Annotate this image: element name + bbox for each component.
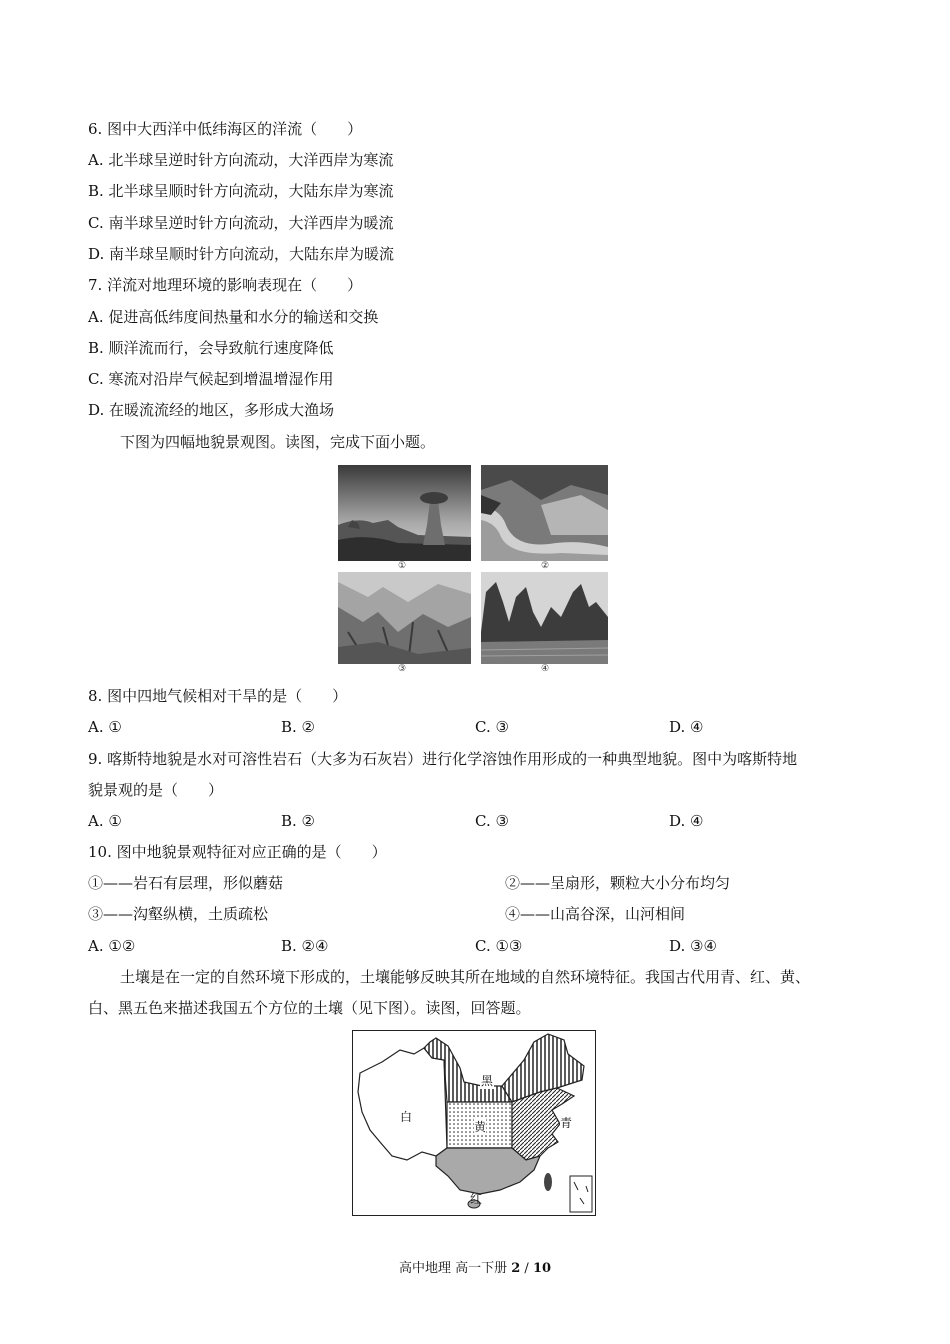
- q10-option-a: A. ①②: [88, 937, 136, 955]
- q6-option-b: B. 北半球呈顺时针方向流动，大陆东岸为寒流: [88, 182, 394, 200]
- landform-photo-4: [481, 572, 608, 664]
- taiwan-island: [544, 1173, 552, 1191]
- q9-option-a: A. ①: [88, 812, 122, 830]
- page-footer: [0, 1257, 950, 1276]
- q6-option-c: C. 南半球呈逆时针方向流动，大洋西岸为暖流: [88, 214, 394, 232]
- q9-stem-line1: 9. 喀斯特地貌是水对可溶性岩石（大多为石灰岩）进行化学溶蚀作用形成的一种典型地貌。图中为喀斯特地: [88, 750, 798, 768]
- landform-photo-1: [338, 465, 471, 561]
- q9-option-d: D. ④: [669, 812, 704, 830]
- q8-option-b: B. ②: [281, 718, 316, 736]
- q7-option-d: D. 在暖流流经的地区，多形成大渔场: [88, 401, 335, 419]
- q10-option-d: D. ③④: [669, 937, 717, 955]
- photo-label-1: ①: [398, 561, 407, 571]
- map-label-white: 白: [400, 1110, 413, 1124]
- q6-option-a: A. 北半球呈逆时针方向流动，大洋西岸为寒流: [88, 151, 394, 169]
- map-label-red: 红: [470, 1192, 483, 1206]
- map-label-black: 黑: [481, 1074, 494, 1088]
- footer-page-number: 2: [511, 1261, 521, 1276]
- q7-stem: 7. 洋流对地理环境的影响表现在（ ）: [88, 276, 363, 294]
- q10-feature-1: ①——岩石有层理，形似蘑菇: [88, 874, 284, 892]
- footer-total-pages: 10: [532, 1261, 552, 1276]
- map-label-yellow: 黄: [474, 1120, 487, 1134]
- q8-option-d: D. ④: [669, 718, 704, 736]
- q8-option-a: A. ①: [88, 718, 122, 736]
- footer-separator: /: [520, 1261, 533, 1276]
- landform-intro: 下图为四幅地貌景观图。读图，完成下面小题。: [120, 433, 436, 451]
- q10-option-c: C. ①③: [475, 937, 523, 955]
- q6-option-d: D. 南半球呈顺时针方向流动，大陆东岸为暖流: [88, 245, 395, 263]
- landform-photo-3: [338, 572, 471, 664]
- q7-option-a: A. 促进高低纬度间热量和水分的输送和交换: [88, 308, 379, 326]
- landform-photo-2: [481, 465, 608, 561]
- map-label-cyan: 青: [560, 1116, 573, 1130]
- footer-text: 高中地理 高一下册: [398, 1261, 512, 1276]
- q9-option-c: C. ③: [475, 812, 509, 830]
- q8-option-c: C. ③: [475, 718, 509, 736]
- south-china-sea-inset: [570, 1176, 592, 1212]
- soil-intro-line1: 土壤是在一定的自然环境下形成的，土壤能够反映其所在地域的自然环境特征。我国古代用青、红、黄、: [120, 968, 811, 986]
- soil-intro-line2: 白、黑五色来描述我国五个方位的土壤（见下图）。读图，回答题。: [88, 999, 531, 1017]
- q10-stem: 10. 图中地貌景观特征对应正确的是（ ）: [88, 843, 387, 861]
- q10-feature-3: ③——沟壑纵横，土质疏松: [88, 905, 269, 923]
- soil-color-map: [352, 1030, 596, 1216]
- q9-stem-line2: 貌景观的是（ ）: [88, 781, 224, 799]
- q10-feature-2: ②——呈扇形，颗粒大小分布均匀: [505, 874, 731, 892]
- photo-label-3: ③: [398, 664, 407, 674]
- q7-option-b: B. 顺洋流而行，会导致航行速度降低: [88, 339, 334, 357]
- q6-stem: 6. 图中大西洋中低纬海区的洋流（ ）: [88, 120, 363, 138]
- q8-stem: 8. 图中四地气候相对干旱的是（ ）: [88, 687, 348, 705]
- q9-option-b: B. ②: [281, 812, 316, 830]
- q10-option-b: B. ②④: [281, 937, 329, 955]
- photo-label-2: ②: [541, 561, 550, 571]
- q7-option-c: C. 寒流对沿岸气候起到增温增湿作用: [88, 370, 334, 388]
- q10-feature-4: ④——山高谷深，山河相间: [505, 905, 686, 923]
- photo-label-4: ④: [541, 664, 550, 674]
